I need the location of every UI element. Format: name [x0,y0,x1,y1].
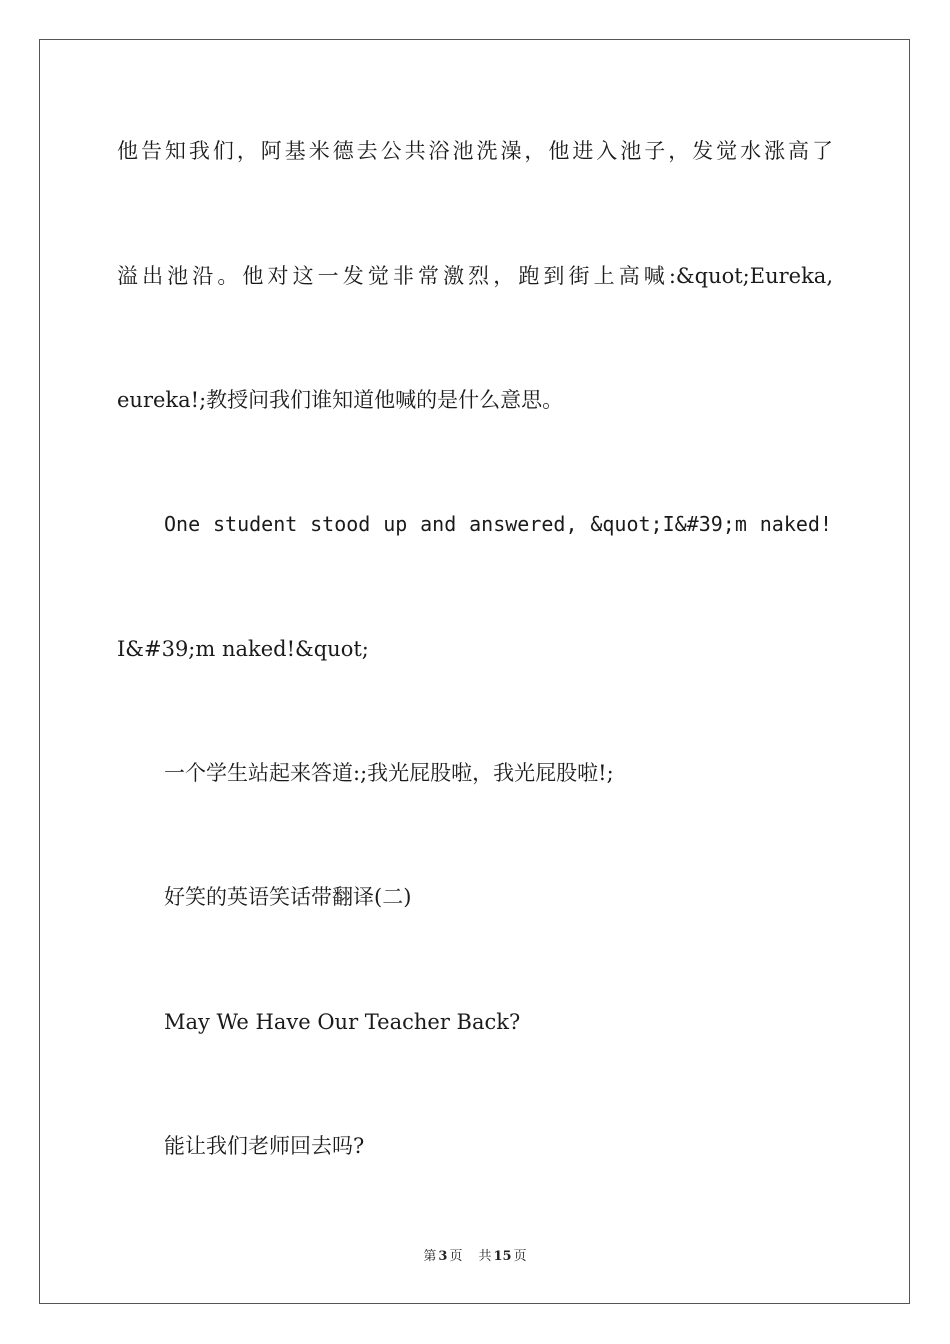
body-line-2: 溢出池沿。他对这一发觉非常激烈，跑到街上高喊:&quot;Eureka, [117,264,833,288]
chinese-title: 能让我们老师回去吗? [164,1134,365,1158]
page-footer [0,1248,950,1266]
body-line-3: eureka!;教授问我们谁知道他喊的是什么意思。 [117,388,564,412]
section-heading: 好笑的英语笑话带翻译(二) [164,885,412,909]
body-line-6: 一个学生站起来答道:;我光屁股啦，我光屁股啦!; [164,761,614,785]
page-border [39,39,910,1304]
footer-page-total: 15 [493,1249,512,1264]
footer-total-prefix: 共 [478,1249,492,1264]
footer-page-mid: 页 [449,1249,463,1264]
english-title: May We Have Our Teacher Back? [164,1010,521,1034]
body-line-5: I&#39;m naked!&quot; [117,637,369,661]
footer-page-current: 3 [438,1249,448,1264]
footer-page-prefix: 第 [423,1249,437,1264]
body-line-4: One student stood up and answered, &quot;I&#39;m naked! [164,512,832,536]
footer-total-suffix: 页 [513,1249,527,1264]
body-line-1: 他告知我们，阿基米德去公共浴池洗澡，他进入池子，发觉水涨高了 [117,139,833,163]
